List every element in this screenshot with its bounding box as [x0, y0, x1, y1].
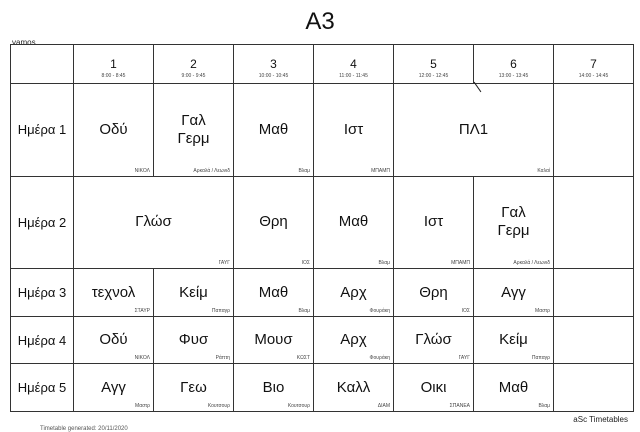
period-time: 13:00 - 13:45: [498, 73, 529, 79]
teacher-name: Κουτσουρ: [287, 403, 310, 409]
lesson-cell: [474, 176, 554, 269]
lesson-cell: [314, 176, 394, 269]
empty-cell: [554, 84, 634, 177]
teacher-name: ΓΑΥΓ: [218, 260, 230, 267]
subject-name: ΠΛ1: [458, 120, 489, 138]
teacher-name: Βλαμ: [538, 403, 550, 409]
period-header: [234, 45, 314, 84]
lesson-cell: [74, 176, 234, 269]
period-number: 6: [510, 57, 517, 71]
subject-name: Φυσ: [178, 331, 209, 349]
period-number: 1: [110, 57, 117, 71]
period-header: [554, 45, 634, 84]
day-label: Ημέρα 5: [11, 364, 74, 412]
day-row: [11, 176, 634, 269]
teacher-name: Παπαγρ: [531, 355, 550, 362]
period-number: 5: [430, 57, 437, 71]
lesson-cell: [394, 269, 474, 317]
subject-name: Γαλ Γερμ: [497, 204, 530, 240]
subject-name: Μαθ: [258, 283, 289, 301]
subject-name: Αρχ: [340, 331, 367, 349]
lesson-cell: [154, 316, 234, 364]
subject-name: Οδύ: [99, 331, 128, 349]
subject-name: τεχνολ: [91, 283, 136, 301]
lesson-cell: [314, 316, 394, 364]
teacher-name: Φουράκη: [369, 307, 390, 314]
period-number: 3: [270, 57, 277, 71]
lesson-cell: [314, 269, 394, 317]
teacher-name: ΓΑΥΓ: [458, 355, 470, 362]
lesson-cell: [234, 316, 314, 364]
lesson-cell: [314, 364, 394, 412]
teacher-name: ΚΩΣΤ: [296, 355, 310, 362]
lesson-cell: [394, 176, 474, 269]
day-row: [11, 364, 634, 412]
footer-credit: aSc Timetables: [573, 415, 628, 424]
day-label: Ημέρα 3: [11, 269, 74, 317]
subject-name: Αγγ: [101, 378, 126, 396]
subject-name: Γαλ Γερμ: [177, 111, 210, 147]
timetable-title: Α3: [305, 8, 335, 35]
lesson-cell: [474, 364, 554, 412]
subject-name: Μαθ: [498, 378, 529, 396]
period-time: 12:00 - 12:45: [418, 73, 449, 79]
subject-name: Μαθ: [338, 213, 369, 231]
subject-name: Θρη: [259, 213, 288, 231]
lesson-cell: [154, 269, 234, 317]
empty-cell: [554, 316, 634, 364]
period-number: 2: [190, 57, 197, 71]
lesson-cell: [74, 84, 154, 177]
teacher-name: Βλαμ: [378, 260, 390, 267]
subject-name: Μουσ: [254, 331, 293, 349]
period-header: [474, 45, 554, 84]
period-time: 8:00 - 8:45: [101, 73, 126, 79]
teacher-name: Αρκαλά / Λεωνιδ: [193, 167, 230, 174]
teacher-name: ΔΙΑΜ: [377, 403, 390, 409]
day-row: [11, 269, 634, 317]
day-row: [11, 316, 634, 364]
timetable-body: [11, 84, 634, 412]
footer-generated: Timetable generated: 20/11/2020: [40, 426, 128, 432]
empty-cell: [554, 364, 634, 412]
lesson-cell: [394, 316, 474, 364]
lesson-cell: [314, 84, 394, 177]
teacher-name: ΣΠΑΝΕΑ: [449, 403, 470, 409]
teacher-name: Μαστρ: [535, 307, 550, 314]
teacher-name: Φουράκη: [369, 355, 390, 362]
period-time: 9:00 - 9:45: [181, 73, 206, 79]
teacher-name: ΙΟΣ: [301, 260, 310, 267]
teacher-name: Παπαγρ: [211, 307, 230, 314]
teacher-name: ΜΠΑΜΠ: [451, 260, 470, 267]
teacher-name: ΣΤΑΥΡ: [134, 307, 150, 314]
day-row: [11, 84, 634, 177]
subject-name: Αγγ: [501, 283, 526, 301]
subject-name: Οικι: [420, 378, 447, 396]
subject-name: Ιστ: [343, 120, 364, 138]
subject-name: Καλλ: [336, 378, 371, 396]
teacher-name: Μαστρ: [135, 403, 150, 409]
corner-cell: [11, 45, 74, 84]
period-header-row: [11, 45, 634, 84]
lesson-cell: [474, 316, 554, 364]
lesson-cell: [234, 364, 314, 412]
day-label: Ημέρα 2: [11, 176, 74, 269]
teacher-name: ΙΟΣ: [461, 307, 470, 314]
teacher-name: Ράπτη: [215, 355, 230, 362]
period-time: 10:00 - 10:45: [258, 73, 289, 79]
empty-cell: [554, 269, 634, 317]
lesson-cell: [74, 269, 154, 317]
period-header: [74, 45, 154, 84]
lesson-cell: [394, 84, 554, 177]
lesson-cell: [154, 364, 234, 412]
subject-name: Κείμ: [499, 331, 528, 349]
teacher-name: ΝΙΚΟΛ: [134, 355, 150, 362]
lesson-cell: [74, 364, 154, 412]
lesson-cell: [154, 84, 234, 177]
period-time: 11:00 - 11:45: [339, 73, 368, 79]
period-header: [154, 45, 234, 84]
lesson-cell: [234, 84, 314, 177]
lesson-cell: [394, 364, 474, 412]
subject-name: Γεω: [180, 378, 207, 396]
period-header: [314, 45, 394, 84]
teacher-name: ΜΠΑΜΠ: [371, 167, 390, 174]
subject-name: Οδύ: [99, 120, 128, 138]
period-header: [394, 45, 474, 84]
lesson-cell: [474, 269, 554, 317]
period-number: 4: [350, 57, 357, 71]
teacher-name: Αρκαλά / Λεωνιδ: [513, 260, 550, 267]
teacher-name: ΝΙΚΟΛ: [134, 167, 150, 174]
teacher-name: Καλαί: [537, 167, 550, 174]
teacher-name: Βλαμ: [298, 307, 310, 314]
subject-name: Βιο: [262, 378, 285, 396]
school-name: vamos: [12, 38, 36, 47]
period-number: 7: [590, 57, 597, 71]
subject-name: Θρη: [419, 283, 448, 301]
teacher-name: Κουτσουρ: [207, 403, 230, 409]
subject-name: Ιστ: [423, 213, 444, 231]
lesson-cell: [74, 316, 154, 364]
lesson-cell: [234, 269, 314, 317]
timetable-grid: [10, 44, 634, 412]
day-label: Ημέρα 1: [11, 84, 74, 177]
subject-name: Κείμ: [179, 283, 208, 301]
subject-name: Μαθ: [258, 120, 289, 138]
subject-name: Γλώσ: [135, 213, 172, 231]
lesson-cell: [234, 176, 314, 269]
day-label: Ημέρα 4: [11, 316, 74, 364]
subject-name: Γλώσ: [415, 331, 452, 349]
period-time: 14:00 - 14:45: [578, 73, 609, 79]
teacher-name: Βλαμ: [298, 167, 310, 174]
empty-cell: [554, 176, 634, 269]
subject-name: Αρχ: [340, 283, 367, 301]
